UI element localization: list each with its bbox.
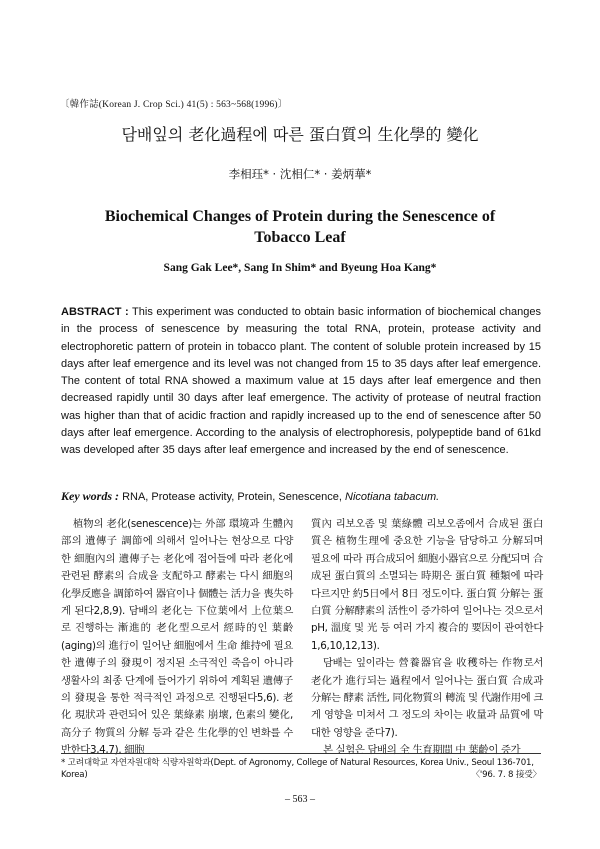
page-number: – 563 –	[285, 794, 315, 805]
body-paragraph: 담배는 잎이라는 營養器官을 收穫하는 作物로서 老化가 進行되는 過程에서 일어나는 蛋白質 合成과 分解는 酵素 活性, 同化物質의 轉流 및 代謝作用에 크게 영향을 미쳐서 그 정도의 차이는 收量과 品質에 막대한 영향을 준다7).	[311, 657, 543, 739]
english-title: Biochemical Changes of Protein during the Senescence of Tobacco Leaf	[104, 208, 496, 246]
footnote-affiliation: * 고려대학교 자연자원대학 식량자원학과(Dept. of Agronomy, College of Natural Resources, Korea Univ., Seoul 136-701, Korea)	[61, 758, 534, 780]
body-paragraph: 質內 리보오좀 및 葉綠體 리보오좀에서 合成된 蛋白質은 植物生理에 중요한 기능을 담당하고 分解되며 필요에 따라 再合成되어 細胞小器官으로 分配되며 合成된 蛋白質의 소멸되는 時期은 蛋白質 種類에 따라 다르지만 約5日에서 8日 정도이다. 蛋白質 分解는 蛋白質 分解酵素의 活性이 증가하여 일어나는 것으로서 pH, 溫度 및 光 등 여러 가지 複合的 要因이 관여한다1,6,10,12,13).	[311, 518, 543, 652]
keywords-text: RNA, Protease activity, Protein, Senescence,	[122, 491, 342, 503]
footnote-divider	[61, 753, 541, 754]
abstract-label: ABSTRACT :	[61, 306, 129, 318]
body-column-right	[311, 516, 543, 760]
keywords-label: Key words :	[61, 489, 119, 503]
abstract	[61, 304, 541, 460]
korean-authors: 李相珏* · 沈相仁* · 姜炳華*	[228, 167, 372, 181]
abstract-text: This experiment was conducted to obtain basic information of biochemical changes in the process of senescence by measuring the total RNA, protein, protease activity and electrophoretic pattern of protein in tobacco plant. The content of soluble protein increased by 15 days after leaf emergence and its level was not changed from 15 to 35 days after leaf emergence. The content of total RNA showed a maximum value at 15 days after leaf emergence and then decreased rapidly until 30 days after leaf emergence. The activity of protease of neutral fraction was higher than that of acidic fraction and rapidly increased up to the end of senescence after 50 days after leaf emergence. According to the analysis of electrophoresis, polypeptide band of 61kd was developed after 35 days after leaf emergence and increased by the end of senescence.	[61, 306, 542, 457]
keywords-scientific-name: Nicotiana tabacum.	[345, 491, 440, 503]
journal-citation: 〔韓作誌(Korean J. Crop Sci.) 41(5) : 563~568(1996)〕	[60, 100, 288, 110]
korean-title: 담배잎의 老化過程에 따른 蛋白質의 生化學的 變化	[121, 125, 479, 144]
keywords	[61, 489, 541, 504]
body-column-left	[61, 516, 293, 760]
body-paragraph: 본 실험은 담배의 全 生育期間 中 葉齡이 증가	[323, 744, 521, 757]
body-paragraph: 植物의 老化(senescence)는 外部 環境과 生體內部의 遺傳子 調節에 의해서 일어나는 현상으로 다양한 細胞內의 遺傳子는 老化에 접어들에 따라 老化에 관련된 酵素의 合成을 支配하고 酵素는 다시 細胞의 化學反應을 調節하여 器官이나 個體는 活力을 喪失하게 된다2,8,9). 담배의 老化는 下位葉에서 上位葉으로 진행하는 漸進的 老化型으로서 經時的인 葉齡(aging)의 進行이 일어난 細胞에서 生命 維持에 필요한 遺傳子의 發現이 정지된 소극적인 죽음이 아니라 생활사의 최종 단계에 들어가기 위하여 계획된 遺傳子의 發現을 통한 적극적인 과정으로 진행된다5,6). 老化 現狀과 관련되어 있은 葉綠素 崩壞, 色素의 變化, 高分子 物質의 分解 등과 같은 生化學的인 변화를 수반한다3,4,7). 細胞	[61, 518, 293, 757]
received-date: 〈'96. 7. 8 接受〉	[471, 770, 541, 780]
footnote	[61, 757, 541, 781]
english-authors: Sang Gak Lee*, Sang In Shim* and Byeung Hoa Kang*	[163, 262, 437, 274]
